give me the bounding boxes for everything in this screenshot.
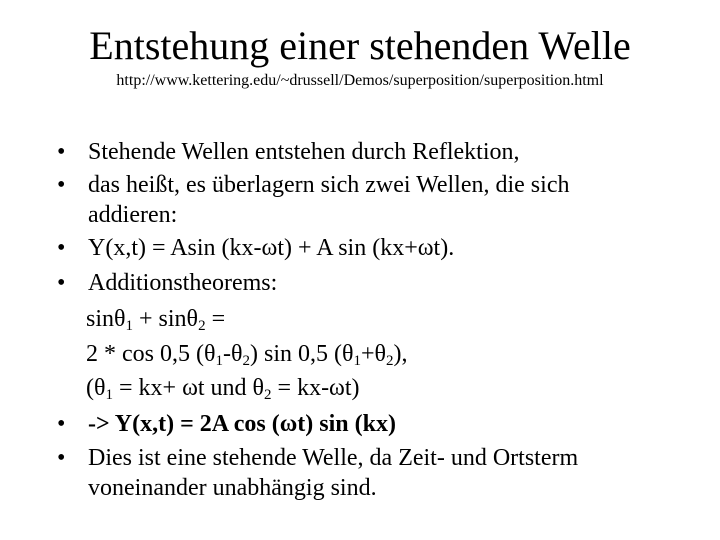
formula-line-3: ($\theta_1 = kx+ \omega t$ und $\theta_2 = kx-\omega t$) <box>86 375 360 403</box>
bullet-conclusion-line1: Dies ist eine stehende Welle, da Zeit- und Ortsterm <box>88 445 579 471</box>
formula-line-2: 2 * cos 0,5 $(\theta_1-\theta_2)$ sin 0,5 $(\theta_1+\theta_2)$, <box>86 341 408 369</box>
bullet-marker: • <box>57 411 66 437</box>
slide-title: Entstehung einer stehenden Welle <box>89 23 631 68</box>
bullet-marker: • <box>57 235 66 261</box>
source-url: http://www.kettering.edu/~drussell/Demos/superposition/superposition.html <box>116 72 604 89</box>
bullet-conclusion-line2: voneinander unabhängig sind. <box>88 475 377 501</box>
bullet-marker: • <box>57 445 66 471</box>
bullet-marker: • <box>57 172 66 198</box>
bullet-result-equation: -> Y(x,t) = 2A cos (ωt) sin (kx) <box>88 411 396 437</box>
bullet-superposition-line1: das heißt, es überlagern sich zwei Wellen, die sich <box>88 172 570 198</box>
bullet-marker: • <box>57 270 66 296</box>
bullet-superposition-line2: addieren: <box>88 202 178 228</box>
bullet-wave-equation: Y(x,t) = Asin (kx-ωt) + A sin (kx+ωt). <box>88 235 455 261</box>
bullet-reflection: Stehende Wellen entstehen durch Reflektion, <box>88 139 520 165</box>
formula-line-1: sinθ$_1$ + sinθ$_2$ = <box>86 306 226 334</box>
bullet-marker: • <box>57 139 66 165</box>
bullet-addition-theorems: Additionstheorems: <box>88 270 278 296</box>
